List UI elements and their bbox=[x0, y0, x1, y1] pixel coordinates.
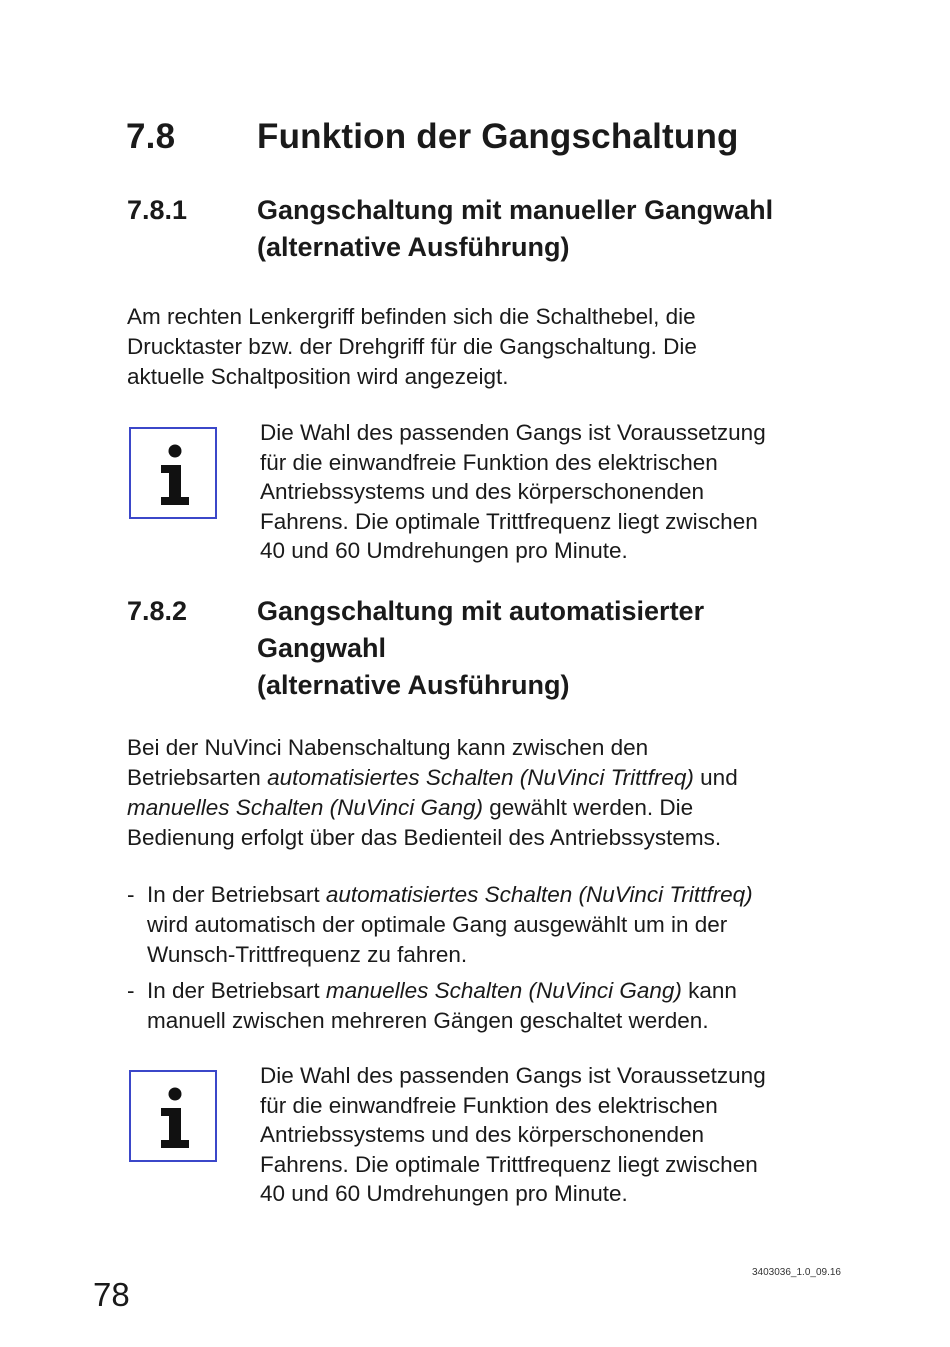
section-number: 7.8 bbox=[126, 117, 176, 156]
paragraph-2-line2: Betriebsarten automatisiertes Schalten (NuVinci Trittfreq) und bbox=[127, 765, 738, 790]
info-note-2-line1: Die Wahl des passenden Gangs ist Voraussetzung bbox=[260, 1063, 766, 1088]
info-note-1-line5: 40 und 60 Umdrehungen pro Minute. bbox=[260, 538, 628, 563]
document-code: 3403036_1.0_09.16 bbox=[752, 1267, 841, 1278]
list-item: - In der Betriebsart automatisiertes Schalten (NuVinci Trittfreq) wird automatisch der optimale Gang ausgewählt um in der Wunsch-Trittfrequenz zu fahren. bbox=[127, 882, 753, 967]
subsection-2-title-line1: Gangschaltung mit automatisierter bbox=[257, 596, 705, 626]
subsection-1-number: 7.8.1 bbox=[127, 195, 188, 225]
bullet-dash: - bbox=[127, 978, 135, 1003]
info-note-1-line3: Antriebssystems und des körperschonenden bbox=[260, 479, 705, 504]
info-note-1-line1: Die Wahl des passenden Gangs ist Voraussetzung bbox=[260, 420, 766, 445]
info-note-2 bbox=[260, 1061, 860, 1209]
info-icon bbox=[129, 1070, 217, 1162]
paragraph-1-line1: Am rechten Lenkergriff befinden sich die Schalthebel, die bbox=[127, 304, 696, 329]
subsection-1-title-line1: Gangschaltung mit manueller Gangwahl bbox=[257, 195, 774, 225]
section-title: Funktion der Gangschaltung bbox=[257, 117, 739, 156]
paragraph-2-line3: manuelles Schalten (NuVinci Gang) gewählt werden. Die bbox=[127, 795, 694, 820]
info-note-2-line2: für die einwandfreie Funktion des elektrischen bbox=[260, 1092, 718, 1118]
paragraph-1 bbox=[127, 302, 867, 392]
info-note-1 bbox=[260, 418, 860, 566]
paragraph-1-line2: Drucktaster bzw. der Drehgriff für die Gangschaltung. Die bbox=[127, 334, 697, 359]
subsection-2-title bbox=[257, 593, 704, 704]
subsection-1-title bbox=[257, 192, 773, 266]
info-note-2-line3: Antriebssystems und des körperschonenden bbox=[260, 1122, 705, 1147]
info-note-2-line4: Fahrens. Die optimale Trittfrequenz liegt zwischen bbox=[260, 1151, 758, 1177]
subsection-2-title-line3: (alternative Ausführung) bbox=[257, 670, 570, 700]
info-note-2-line5: 40 und 60 Umdrehungen pro Minute. bbox=[260, 1181, 628, 1206]
paragraph-2 bbox=[127, 733, 867, 853]
subsection-1-title-line2: (alternative Ausführung) bbox=[257, 232, 570, 262]
info-icon bbox=[129, 427, 217, 519]
info-note-1-line4: Fahrens. Die optimale Trittfrequenz liegt zwischen bbox=[260, 508, 758, 534]
paragraph-2-line1: Bei der NuVinci Nabenschaltung kann zwischen den bbox=[127, 735, 649, 760]
info-note-1-line2: für die einwandfreie Funktion des elektrischen bbox=[260, 449, 718, 475]
subsection-2-title-line2: Gangwahl bbox=[257, 633, 387, 663]
paragraph-1-line3: aktuelle Schaltposition wird angezeigt. bbox=[127, 364, 509, 389]
paragraph-2-line4: Bedienung erfolgt über das Bedienteil des Antriebssystems. bbox=[127, 825, 722, 850]
list-item: - In der Betriebsart manuelles Schalten (NuVinci Gang) kann manuell zwischen mehreren Gängen geschaltet werden. bbox=[127, 978, 737, 1033]
page-number: 78 bbox=[93, 1276, 130, 1313]
bullet-dash: - bbox=[127, 882, 135, 907]
subsection-2-number: 7.8.2 bbox=[127, 596, 188, 626]
